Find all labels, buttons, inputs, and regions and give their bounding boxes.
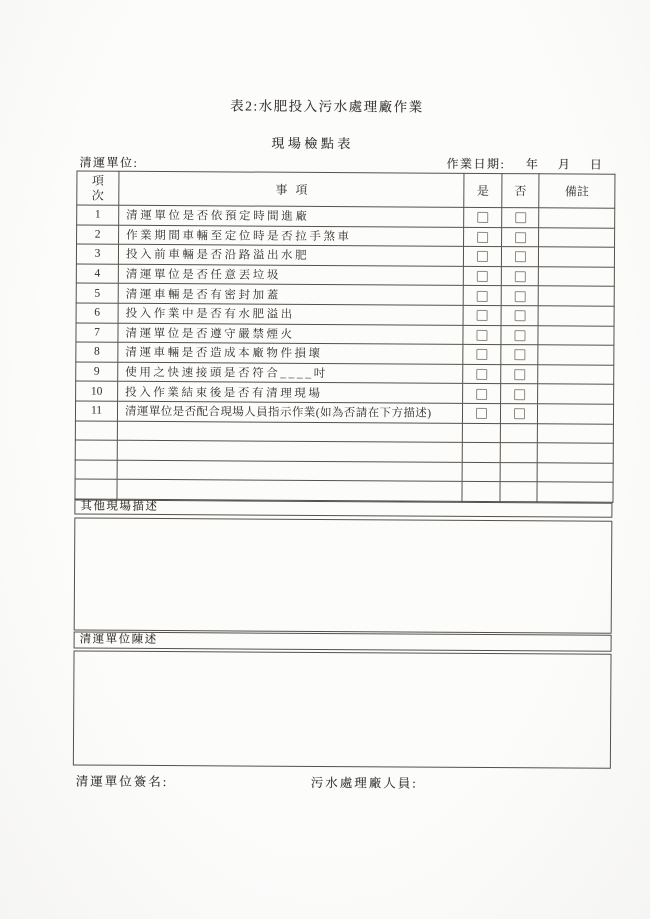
year-label: 年 xyxy=(525,157,540,172)
checklist-table xyxy=(74,170,615,502)
row-index xyxy=(75,479,117,499)
row-item-cell xyxy=(117,480,462,502)
row-index: 8 xyxy=(76,342,118,362)
yes-checkbox[interactable] xyxy=(476,349,487,360)
page-title: 表2:水肥投入污水處理廠作業 xyxy=(230,98,424,115)
yes-cell xyxy=(463,266,501,286)
no-cell xyxy=(501,384,538,404)
yes-cell xyxy=(462,423,500,443)
no-cell xyxy=(502,227,539,247)
row-index: 11 xyxy=(75,401,117,421)
row-item-cell xyxy=(117,440,462,462)
no-cell xyxy=(500,462,537,482)
yes-checkbox[interactable] xyxy=(477,271,488,282)
no-cell xyxy=(501,247,538,267)
row-index: 7 xyxy=(76,323,118,343)
plant-staff-signature-label: 污水處理廠人員: xyxy=(310,775,418,791)
no-cell xyxy=(502,208,539,228)
yes-checkbox[interactable] xyxy=(477,251,488,262)
remark-cell xyxy=(539,227,615,247)
row-item-text: 投入作業結束後是否有清理現場 xyxy=(125,386,323,400)
yes-checkbox[interactable] xyxy=(476,408,487,419)
row-index: 10 xyxy=(76,381,118,401)
no-checkbox[interactable] xyxy=(513,408,524,419)
yes-checkbox[interactable] xyxy=(476,330,487,341)
remark-cell xyxy=(538,384,614,404)
no-cell xyxy=(501,286,538,306)
row-item-text: 作業期間車輛至定位時是否拉手煞車 xyxy=(126,229,352,244)
row-item-cell xyxy=(118,284,463,306)
work-date-group xyxy=(446,155,603,173)
yes-cell xyxy=(463,325,501,345)
yes-cell xyxy=(462,442,500,462)
yes-checkbox[interactable] xyxy=(477,310,488,321)
row-item-text: 投入作業中是否有水肥溢出 xyxy=(125,308,295,322)
empty-row xyxy=(75,479,613,502)
col-header-item: 事項 xyxy=(119,171,464,207)
row-index: 2 xyxy=(77,225,119,245)
day-label: 日 xyxy=(589,157,604,172)
no-checkbox[interactable] xyxy=(514,369,525,380)
other-description-label: 其他現場描述 xyxy=(74,499,612,517)
row-index: 3 xyxy=(76,244,118,264)
no-cell xyxy=(501,345,538,365)
col-header-index: 項 次 xyxy=(77,171,119,205)
no-checkbox[interactable] xyxy=(514,291,525,302)
cleanup-unit-label: 清運單位: xyxy=(79,155,139,170)
no-checkbox[interactable] xyxy=(515,232,526,243)
row-item-text: 清運車輛是否造成本廠物件損壞 xyxy=(125,347,323,361)
yes-cell xyxy=(464,227,502,247)
row-index: 9 xyxy=(76,362,118,382)
row-item-text: 清運車輛是否有密封加蓋 xyxy=(125,288,281,302)
row-item-cell xyxy=(118,382,463,404)
row-item-cell xyxy=(118,362,463,384)
yes-cell xyxy=(462,462,500,482)
no-cell xyxy=(500,423,537,443)
yes-checkbox[interactable] xyxy=(477,212,488,223)
no-checkbox[interactable] xyxy=(514,271,525,282)
no-cell xyxy=(501,306,538,326)
yes-checkbox[interactable] xyxy=(476,388,487,399)
yes-checkbox[interactable] xyxy=(477,290,488,301)
remark-cell xyxy=(537,443,613,463)
row-item-cell xyxy=(118,244,463,266)
row-index: 4 xyxy=(76,264,118,284)
yes-cell xyxy=(463,344,501,364)
remark-cell xyxy=(538,286,614,306)
remark-cell xyxy=(538,345,614,365)
row-index xyxy=(75,440,117,460)
row-item-cell xyxy=(117,401,462,423)
no-checkbox[interactable] xyxy=(514,389,525,400)
month-label: 月 xyxy=(557,157,572,172)
row-item-text: 清運單位是否遵守嚴禁煙火 xyxy=(125,327,295,341)
remark-cell xyxy=(537,404,613,424)
no-cell xyxy=(500,404,537,424)
cleanup-unit-signature-label: 清運單位簽名: xyxy=(75,774,169,790)
remark-cell xyxy=(538,325,614,345)
no-cell xyxy=(501,325,538,345)
checklist-header-row xyxy=(77,171,615,208)
no-cell xyxy=(501,364,538,384)
yes-cell xyxy=(463,286,501,306)
statement-box xyxy=(73,650,612,768)
statement-label: 清運單位陳述 xyxy=(74,631,612,651)
row-item-cell xyxy=(118,303,463,325)
no-cell xyxy=(500,443,537,463)
remark-cell xyxy=(538,267,614,287)
yes-cell xyxy=(464,207,502,227)
yes-cell xyxy=(463,384,501,404)
col-header-remark: 備註 xyxy=(539,174,615,208)
row-item-cell xyxy=(117,460,462,482)
row-index: 6 xyxy=(76,303,118,323)
row-item-text: 清運單位是否配合現場人員指示作業(如為否請在下方描述) xyxy=(124,406,432,420)
col-header-yes: 是 xyxy=(464,173,502,207)
no-cell xyxy=(501,266,538,286)
row-item-cell xyxy=(119,225,464,247)
yes-cell xyxy=(462,482,500,502)
remark-cell xyxy=(538,365,614,385)
row-item-text: 清運單位是否任意丟垃圾 xyxy=(125,268,281,282)
other-description-box xyxy=(74,517,613,633)
yes-checkbox[interactable] xyxy=(476,369,487,380)
col-header-no: 否 xyxy=(502,174,539,208)
row-index xyxy=(75,460,117,480)
work-date-label: 作業日期: xyxy=(446,156,506,172)
remark-cell xyxy=(538,306,614,326)
yes-cell xyxy=(463,364,501,384)
no-checkbox[interactable] xyxy=(514,330,525,341)
remark-cell xyxy=(538,247,614,267)
remark-cell xyxy=(537,482,613,502)
row-item-cell xyxy=(117,421,462,443)
no-checkbox[interactable] xyxy=(515,212,526,223)
row-item-cell xyxy=(118,342,463,364)
no-checkbox[interactable] xyxy=(514,251,525,262)
no-cell xyxy=(500,482,537,502)
row-item-cell xyxy=(118,323,463,345)
remark-cell xyxy=(537,423,613,443)
row-index xyxy=(75,421,117,441)
yes-cell xyxy=(463,305,501,325)
page-subtitle: 現場檢點表 xyxy=(271,135,354,152)
no-checkbox[interactable] xyxy=(514,310,525,321)
checklist-rows xyxy=(75,205,615,502)
yes-cell xyxy=(463,247,501,267)
no-checkbox[interactable] xyxy=(514,349,525,360)
row-index: 1 xyxy=(77,205,119,225)
remark-cell xyxy=(537,463,613,483)
remark-cell xyxy=(539,208,615,228)
row-index: 5 xyxy=(76,283,118,303)
row-item-text: 使用之快速接頭是否符合____吋 xyxy=(125,366,328,381)
row-item-cell xyxy=(119,205,464,227)
row-item-text: 投入前車輛是否沿路溢出水肥 xyxy=(125,249,310,263)
row-item-text: 清運單位是否依預定時間進廠 xyxy=(126,210,310,224)
row-item-cell xyxy=(118,264,463,286)
yes-cell xyxy=(462,403,500,423)
yes-checkbox[interactable] xyxy=(477,232,488,243)
